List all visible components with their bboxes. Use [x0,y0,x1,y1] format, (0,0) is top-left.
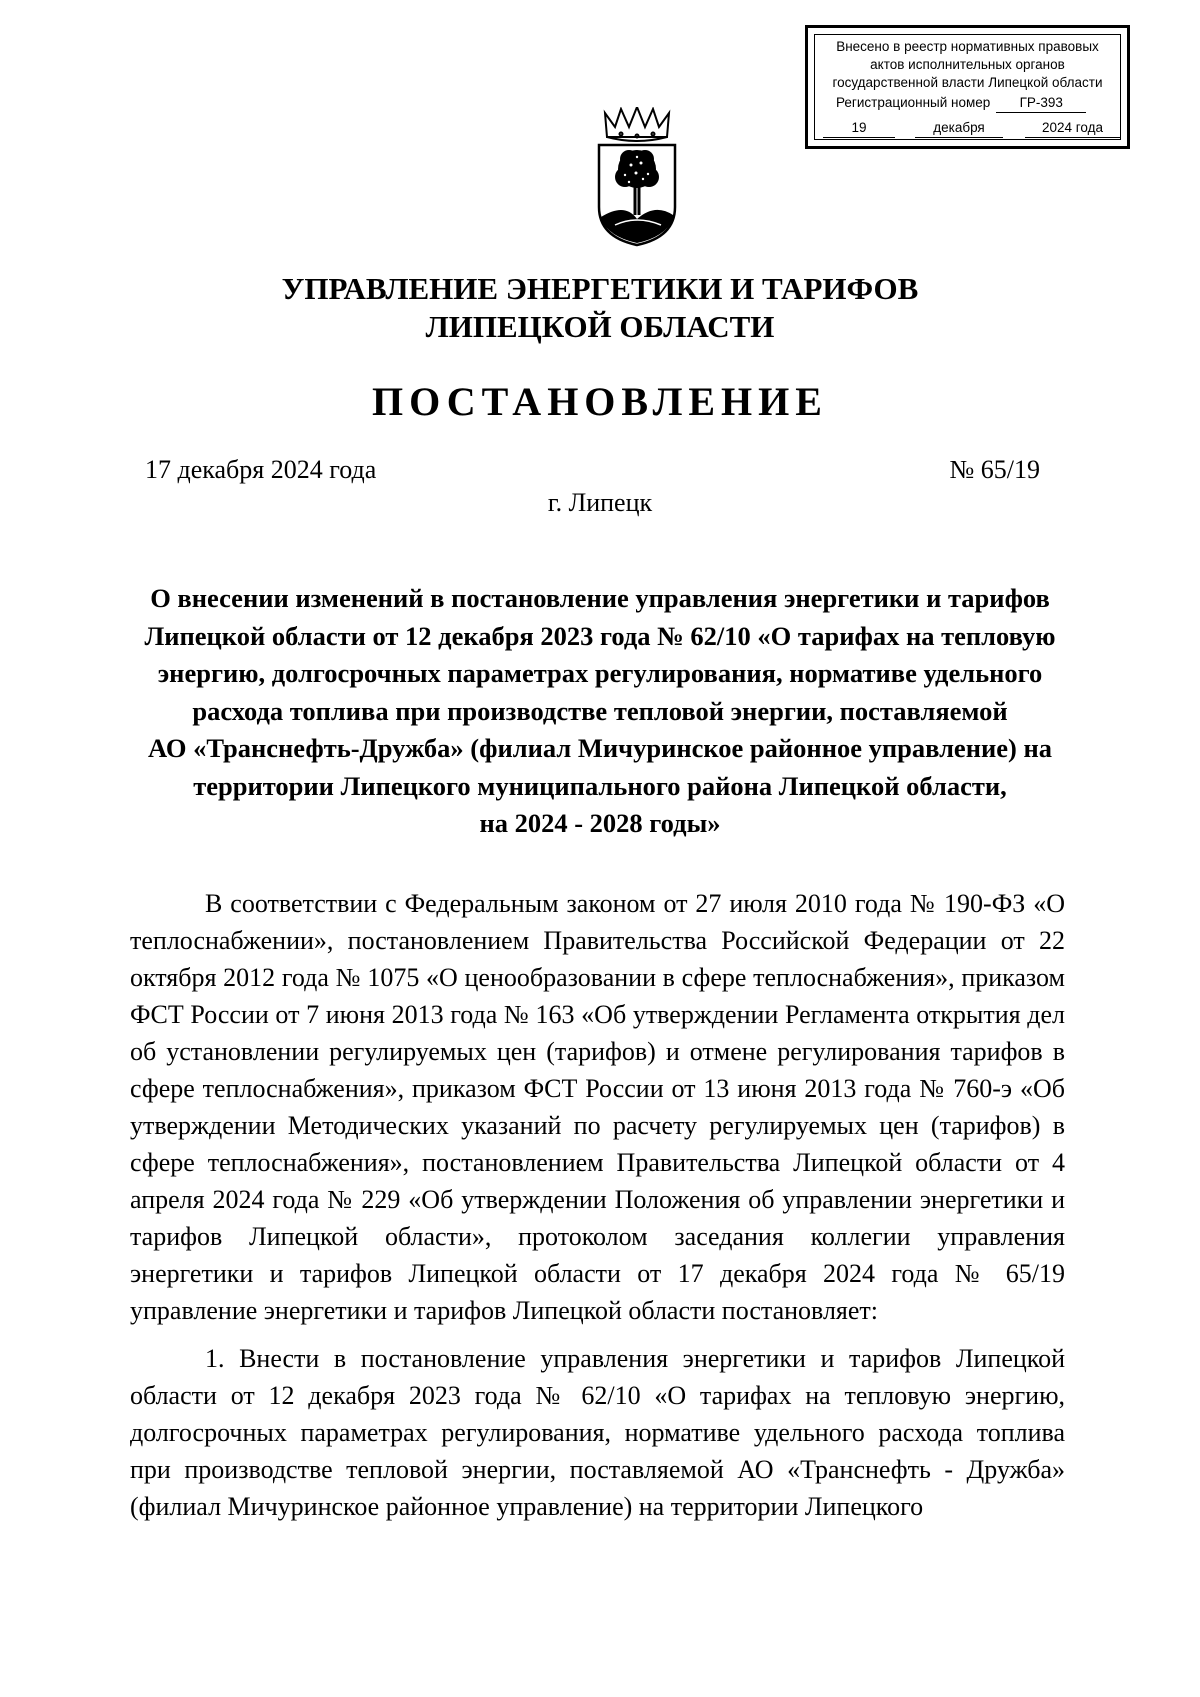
title-line: энергию, долгосрочных параметрах регулирования, нормативе удельного [157,658,1043,688]
stamp-line-2: актов исполнительных органов [870,57,1065,72]
stamp-registration-label: Регистрационный номер [836,95,991,110]
body-paragraph-preamble: В соответствии с Федеральным законом от 27 июля 2010 года № 190-ФЗ «О теплоснабжении», постановлением Правительства Российской Федерации от 22 октября 2012 года № 1075 «О ценообразовании в сфере теплоснабжения», приказом ФСТ России от 7 июня 2013 года № 163 «Об утверждении Регламента открытия дел об установлении регулируемых цен (тарифов) и отмене регулирования тарифов в сфере теплоснабжения», приказом ФСТ России от 13 июня 2013 года № 760-э «Об утверждении Методических указаний по расчету регулируемых цен (тарифов) в сфере теплоснабжения», постановлением Правительства Липецкой области от 4 апреля 2024 года № 229 «Об утверждении Положения об управлении энергетики и тарифов Липецкой области», протоколом заседания коллегии управления энергетики и тарифов Липецкой области от 17 декабря 2024 года № 65/19 управление энергетики и тарифов Липецкой области постановляет: [130,889,1065,1325]
document-title [140,580,1060,843]
stamp-line-3: государственной власти Липецкой области [832,75,1103,90]
lipetsk-coat-of-arms-icon [595,107,679,247]
stamp-day: 19 [823,119,895,138]
title-line: Липецкой области от 12 декабря 2023 года № 62/10 «О тарифах на тепловую [144,620,1056,651]
title-line: на 2024 - 2028 годы» [479,808,721,838]
organization-name-line-2: ЛИПЕЦКОЙ ОБЛАСТИ [425,309,775,344]
stamp-month: декабря [915,119,1003,138]
document-body [130,885,1065,1525]
organization-name-line-1: УПРАВЛЕНИЕ ЭНЕРГЕТИКИ И ТАРИФОВ [281,271,919,306]
stamp-registration-number: ГР-393 [996,94,1086,113]
stamp-line-1: Внесено в реестр нормативных правовых [836,39,1099,54]
stamp-registration-row [808,94,1127,113]
registry-stamp [805,25,1130,149]
title-line: АО «Транснефть-Дружба» (филиал Мичуринское районное управление) на [148,733,1052,763]
organization-name [0,270,1200,346]
document-type: ПОСТАНОВЛЕНИЕ [372,379,828,424]
stamp-year: 2024 года [1025,119,1120,138]
title-line: территории Липецкого муниципального района Липецкой области, [193,770,1007,801]
document-date: 17 декабря 2024 года [145,455,377,484]
document-number: № 65/19 [949,455,1040,484]
document-city: г. Липецк [547,488,653,517]
body-paragraph-item-1: 1. Внести в постановление управления энергетики и тарифов Липецкой области от 12 декабря 2023 года № 62/10 «О тарифах на тепловую энергию, долгосрочных параметрах регулирования, нормативе удельного расхода топлива при производстве тепловой энергии, поставляемой АО «Транснефть - Дружба» (филиал Мичуринское районное управление) на территории Липецкого [130,1344,1065,1521]
stamp-date-row [808,119,1127,138]
title-line: О внесении изменений в постановление управления энергетики и тарифов [150,583,1050,613]
title-line: расхода топлива при производстве тепловой энергии, поставляемой [192,695,1008,726]
